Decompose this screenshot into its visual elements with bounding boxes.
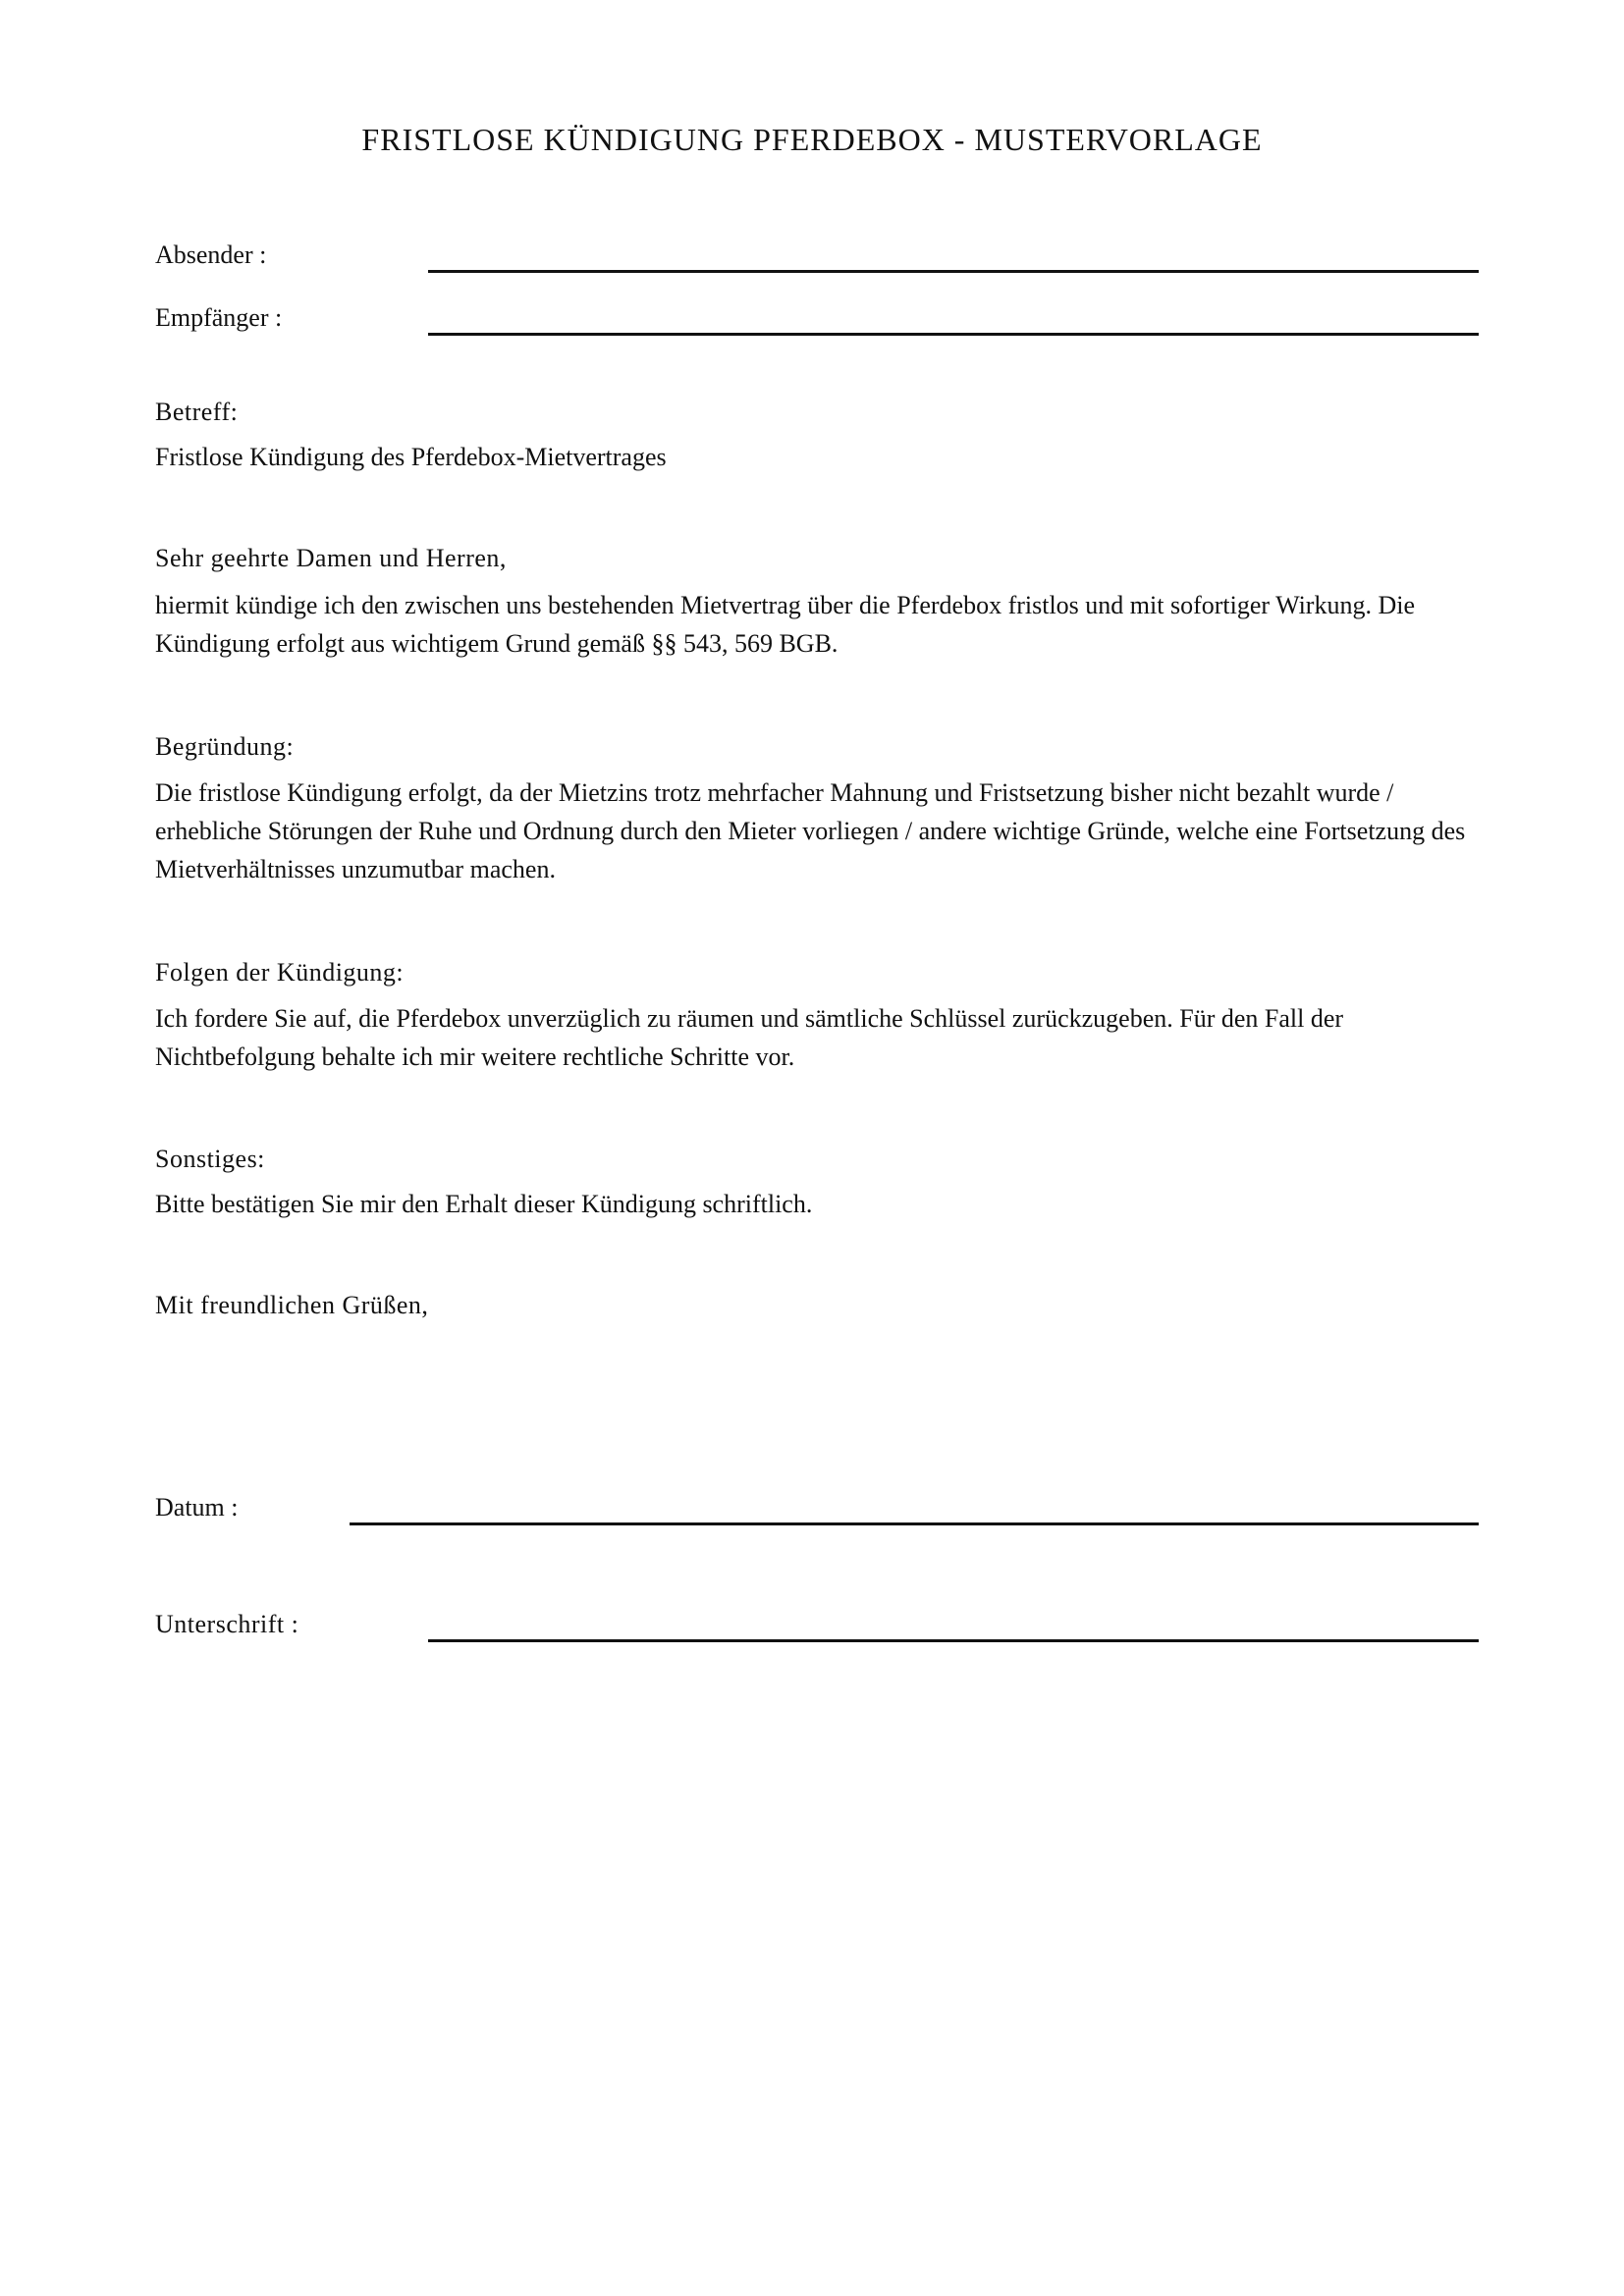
intro-paragraph: hiermit kündige ich den zwischen uns bestehenden Mietvertrag über die Pferdebox fristlos und mit sofortiger Wirkung. Die Kündigung erfolgt aus wichtigem Grund gemäß §§ 543, 569 BGB.	[155, 591, 1415, 658]
recipient-field-line[interactable]	[428, 333, 1479, 336]
consequences-paragraph: Ich fordere Sie auf, die Pferdebox unverzüglich zu räumen und sämtliche Schlüssel zurückzugeben. Für den Fall der Nichtbefolgung behalte ich mir weitere rechtliche Schritte vor.	[155, 1004, 1344, 1071]
other-heading: Sonstiges:	[155, 1145, 265, 1173]
subject-heading: Betreff:	[155, 398, 239, 426]
salutation: Sehr geehrte Damen und Herren,	[155, 544, 507, 572]
document-title: FRISTLOSE KÜNDIGUNG PFERDEBOX - MUSTERVORLAGE	[361, 122, 1263, 157]
sender-field-line[interactable]	[428, 270, 1479, 273]
consequences-heading: Folgen der Kündigung:	[155, 958, 405, 987]
subject-text: Fristlose Kündigung des Pferdebox-Mietvertrages	[155, 443, 667, 471]
date-label: Datum :	[155, 1493, 239, 1522]
other-text: Bitte bestätigen Sie mir den Erhalt dieser Kündigung schriftlich.	[155, 1190, 813, 1218]
signature-label: Unterschrift :	[155, 1610, 299, 1638]
reason-heading: Begründung:	[155, 732, 295, 761]
closing: Mit freundlichen Grüßen,	[155, 1291, 429, 1319]
reason-paragraph: Die fristlose Kündigung erfolgt, da der Mietzins trotz mehrfacher Mahnung und Fristsetzung bisher nicht bezahlt wurde / erhebliche Störungen der Ruhe und Ordnung durch den Mieter vorliegen / andere wichtige Gründe, welche eine Fortsetzung des Mietverhältnisses unzumutbar machen.	[155, 778, 1466, 883]
signature-field-line[interactable]	[428, 1639, 1479, 1642]
sender-label: Absender :	[155, 240, 267, 269]
date-field-line[interactable]	[350, 1522, 1479, 1525]
recipient-label: Empfänger :	[155, 303, 283, 332]
